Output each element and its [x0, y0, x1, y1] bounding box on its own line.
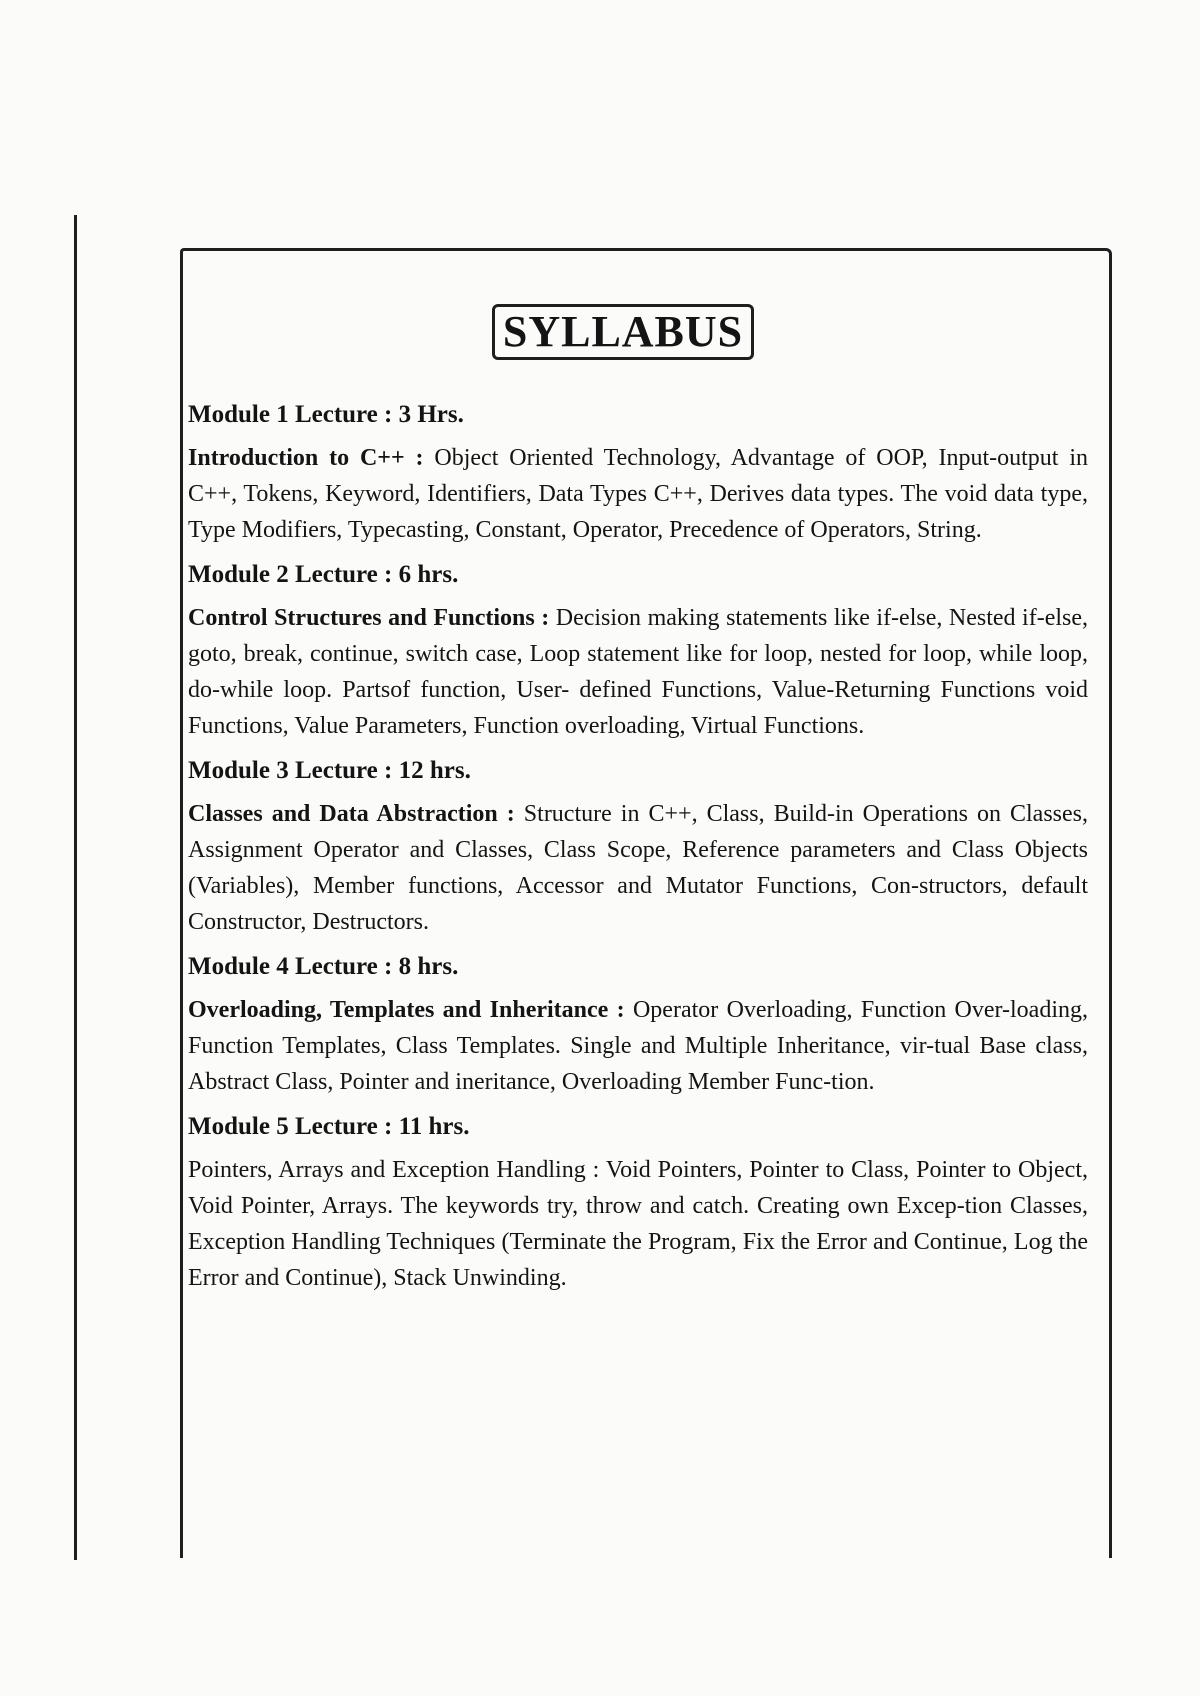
- module-2-topic: Control Structures and Functions :: [188, 605, 550, 631]
- syllabus-content: [188, 398, 1088, 1306]
- module-2-heading: Module 2 Lecture : 6 hrs.: [188, 561, 459, 588]
- module-4-body: [188, 992, 1088, 1100]
- module-3-topic: Classes and Data Abstraction :: [188, 801, 515, 827]
- title-box: [492, 304, 754, 360]
- module-2-body: [188, 600, 1088, 744]
- module-4-heading: Module 4 Lecture : 8 hrs.: [188, 953, 459, 980]
- module-1-heading: Module 1 Lecture : 3 Hrs.: [188, 401, 464, 428]
- module-1-topic: Introduction to C++ :: [188, 445, 424, 471]
- module-5-content: Pointers, Arrays and Exception Handling : Void Pointers, Pointer to Class, Pointer to Object, Void Pointer, Arrays. The keywords try, throw and catch. Creating own Excep-tion Classes, Exception Handling Techniques (Terminate the Program, Fix the Error and Continue, Log the Error and Continue), Stack Unwinding.: [188, 1157, 1088, 1291]
- module-3-body: [188, 796, 1088, 940]
- module-2-content: Decision making statements like if-else, Nested if-else, goto, break, continue, switch case, Loop statement like for loop, nested for loop, while loop, do-while loop. Partsof function, User- defined Functions, Value-Returning Functions void Functions, Value Parameters, Function overloading, Virtual Functions.: [188, 605, 1088, 739]
- module-5-body: [188, 1152, 1088, 1296]
- module-1-content: Object Oriented Technology, Advantage of OOP, Input-output in C++, Tokens, Keyword, Identifiers, Data Types C++, Derives data types. The void data type, Type Modifiers, Typecasting, Constant, Operator, Precedence of Operators, String.: [188, 445, 1088, 543]
- module-4-content: Operator Overloading, Function Over-loading, Function Templates, Class Templates. Single and Multiple Inheritance, vir-tual Base class, Abstract Class, Pointer and ineritance, Overloading Member Func-tion.: [188, 997, 1088, 1095]
- module-4-topic: Overloading, Templates and Inheritance :: [188, 997, 625, 1023]
- page-edge-line: [74, 215, 77, 1560]
- module-3-heading: Module 3 Lecture : 12 hrs.: [188, 757, 471, 784]
- module-5-heading: Module 5 Lecture : 11 hrs.: [188, 1113, 470, 1140]
- module-1-body: [188, 440, 1088, 548]
- page-title: SYLLABUS: [502, 307, 744, 356]
- module-3-content: Structure in C++, Class, Build-in Operations on Classes, Assignment Operator and Classes, Class Scope, Reference parameters and Class Objects (Variables), Member functions, Accessor and Mutator Functions, Con-structors, default Constructor, Destructors.: [188, 801, 1088, 935]
